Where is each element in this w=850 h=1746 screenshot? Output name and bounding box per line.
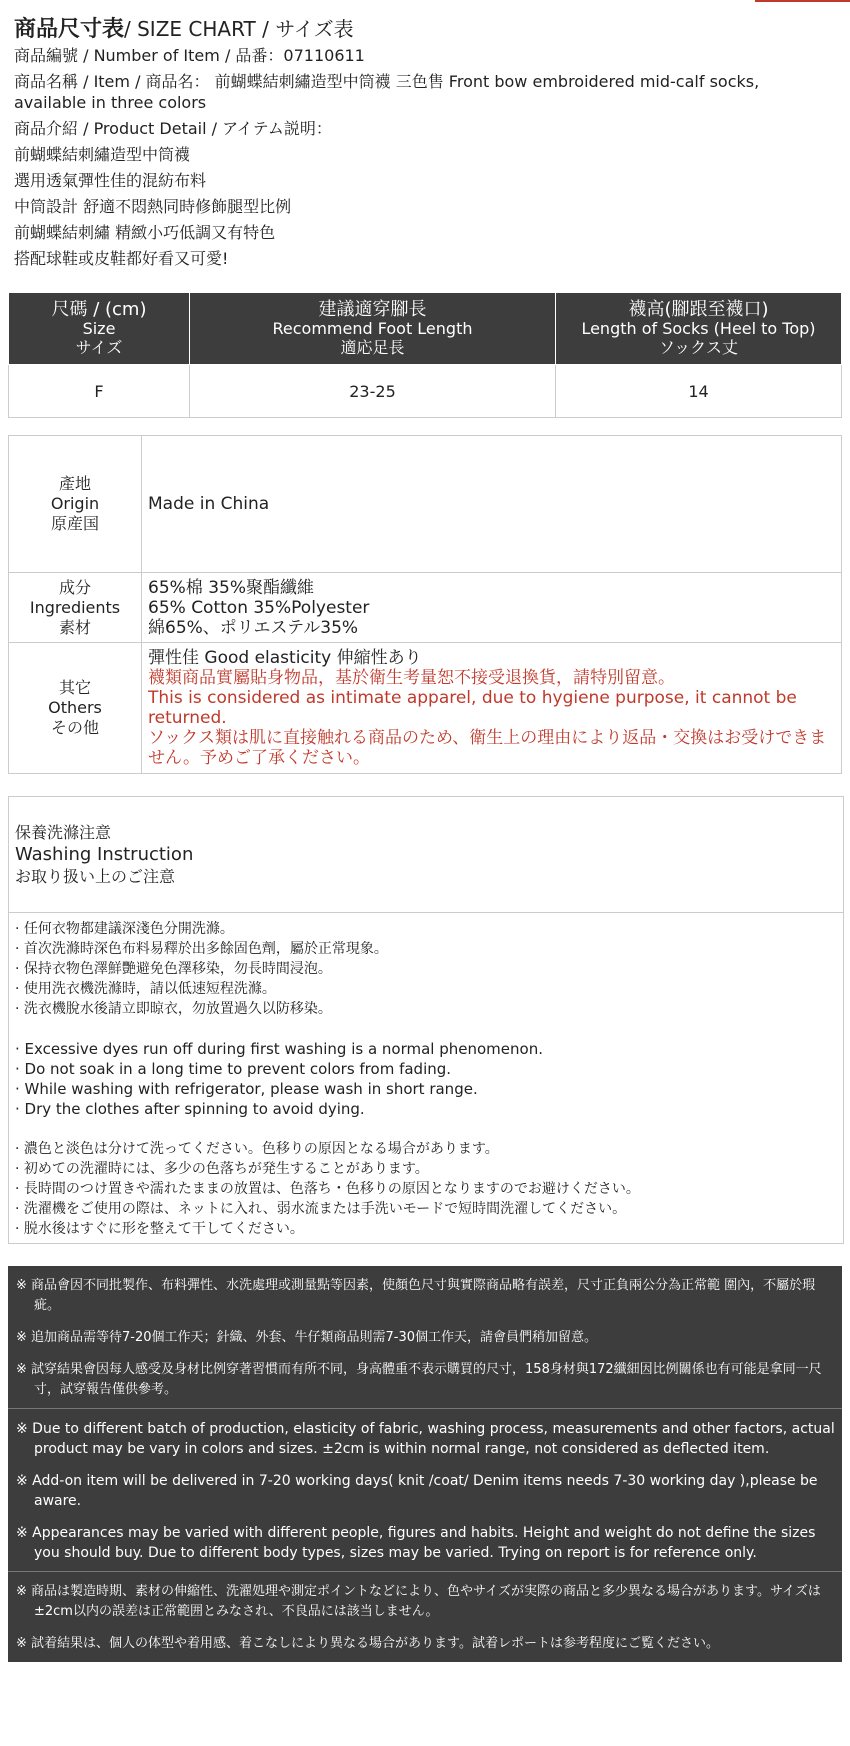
note-line: ※ 商品會因不同批製作、布料彈性、水洗處理或測量點等因素，使顏色尺寸與實際商品略有誤差，尺寸正負兩公分為正常範 圍內，不屬於瑕疵。: [16, 1278, 816, 1313]
note-line: ※ Add-on item will be delivered in 7-20 working days( knit /coat/ Denim items needs 7-30 working day ),please be aware.: [16, 1473, 818, 1509]
title-rest: / SIZE CHART / サイズ表: [124, 17, 354, 41]
origin-label: 產地 Origin 原産国: [9, 436, 142, 573]
others-label: 其它 Others その他: [9, 643, 142, 774]
washing-line: · 初めての洗濯時には、多少の色落ちが発生することがあります。: [15, 1161, 429, 1177]
others-row: [9, 643, 842, 774]
foot-length-cell: 23-25: [190, 365, 556, 418]
item-number: 商品編號 / Number of Item / 品番：07110611: [14, 46, 365, 65]
note-line: ※ 試着結果は、個人の体型や着用感、着こなしにより異なる場合があります。試着レポートは参考程度にご覧ください。: [16, 1636, 719, 1651]
origin-row: [9, 436, 842, 573]
washing-instructions: [8, 796, 844, 1244]
detail-label: 商品介紹 / Product Detail / アイテム説明：: [14, 119, 332, 138]
washing-line: · 長時間のつけ置きや濡れたままの放置は、色落ち・色移りの原因となりますのでお避けください。: [15, 1181, 640, 1197]
note-line: ※ 試穿結果會因每人感受及身材比例穿著習慣而有所不同，身高體重不表示購買的尺寸，158身材與172纖細因比例關係也有可能是拿同一尺寸，試穿報告僅供參考。: [16, 1362, 822, 1397]
material-table: [8, 435, 842, 774]
washing-line: · Do not soak in a long time to prevent colors from fading.: [15, 1060, 452, 1078]
detail-line: 選用透氣彈性佳的混紡布料: [14, 171, 207, 190]
washing-line: · 脱水後はすぐに形を整えて干してください。: [15, 1221, 304, 1237]
title-bold: 商品尺寸表: [14, 17, 125, 42]
washing-line: · 任何衣物都建議深淺色分開洗滌。: [15, 921, 234, 937]
note-line: ※ 商品は製造時期、素材の伸縮性、洗濯処理や測定ポイントなどにより、色やサイズが実際の商品と多少異なる場合があります。サイズは±2cm以内の誤差は正常範囲とみなされ、不良品には該当しません。: [16, 1584, 821, 1619]
note-line: ※ Due to different batch of production, elasticity of fabric, washing process, measurements and other factors, actual product may be vary in colors and sizes. ±2cm is within normal range, not considered as deflected item.: [16, 1421, 835, 1457]
washing-line: · Excessive dyes run off during first washing is a normal phenomenon.: [15, 1040, 543, 1058]
note-line: ※ Appearances may be varied with different people, figures and habits. Height and weight do not define the sizes you should buy. Due to different body types, sizes may be varied. Trying on report is for reference only.: [16, 1525, 816, 1561]
size-table-header: [9, 293, 842, 365]
notes-panel: [8, 1266, 842, 1662]
size-table: [8, 292, 842, 418]
washing-line: · 洗衣機脫水後請立即晾衣，勿放置過久以防移染。: [15, 1001, 332, 1017]
washing-line: · 濃色と淡色は分けて洗ってください。色移りの原因となる場合があります。: [15, 1141, 499, 1157]
return-policy-zh: 襪類商品實屬貼身物品，基於衛生考量恕不接受退換貨，請特別留意。: [148, 668, 675, 688]
foot-length-header: 建議適穿腳長 Recommend Foot Length 適応足長: [190, 293, 556, 365]
washing-line: · 首次洗滌時深色布料易釋於出多餘固色劑，屬於正常現象。: [15, 941, 388, 957]
notes-zh: [8, 1266, 842, 1409]
product-info: [14, 16, 834, 272]
return-policy-en: This is considered as intimate apparel, due to hygiene purpose, it cannot be returned.: [148, 688, 797, 728]
ingredients-row: [9, 573, 842, 643]
detail-line: 前蝴蝶結刺繡造型中筒襪: [14, 145, 191, 164]
washing-line: · 洗濯機をご使用の際は、ネットに入れ、弱水流または手洗いモードで短時間洗濯してください。: [15, 1201, 627, 1217]
return-policy-ja: ソックス類は肌に直接触れる商品のため、衛生上の理由により返品・交換はお受けできません。予めご了承ください。: [148, 728, 827, 768]
page-title: [14, 16, 834, 43]
detail-line: 中筒設計 舒適不悶熱同時修飾腿型比例: [14, 197, 292, 216]
washing-line: · While washing with refrigerator, please wash in short range.: [15, 1080, 478, 1098]
sock-length-cell: 14: [556, 365, 842, 418]
table-row: [9, 365, 842, 418]
washing-line: · 保持衣物色澤鮮艷避免色澤移染，勿長時間浸泡。: [15, 961, 332, 977]
notes-ja: [8, 1572, 842, 1662]
washing-body: [9, 913, 843, 1243]
size-header: 尺碼 / (cm) Size サイズ: [9, 293, 190, 365]
detail-line: 前蝴蝶結刺繡 精緻小巧低調又有特色: [14, 223, 276, 242]
item-name: 商品名稱 / Item / 商品名： 前蝴蝶結刺繡造型中筒襪 三色售 Front bow embroidered mid-calf socks, available in three colors: [14, 72, 760, 112]
washing-line: · 使用洗衣機洗滌時，請以低速短程洗滌。: [15, 981, 276, 997]
size-cell: F: [9, 365, 190, 418]
sock-length-header: 襪高(腳跟至襪口) Length of Socks (Heel to Top) ソックス丈: [556, 293, 842, 365]
origin-value: Made in China: [142, 436, 842, 573]
detail-line: 搭配球鞋或皮鞋都好看又可愛!: [14, 249, 229, 268]
top-accent-bar: [755, 0, 850, 2]
ingredients-label: 成分 Ingredients 素材: [9, 573, 142, 643]
notes-en: [8, 1409, 842, 1572]
note-line: ※ 追加商品需等待7-20個工作天；針織、外套、牛仔類商品則需7-30個工作天，請會員們稍加留意。: [16, 1330, 598, 1345]
ingredients-value: 65%棉 35%聚酯纖維 65% Cotton 35%Polyester 綿65%、ポリエステル35%: [142, 573, 842, 643]
washing-line: · Dry the clothes after spinning to avoid dying.: [15, 1100, 365, 1118]
washing-header: 保養洗滌注意 Washing Instruction お取り扱い上のご注意: [9, 797, 843, 913]
others-value: 彈性佳 Good elasticity 伸縮性あり 襪類商品實屬貼身物品，基於衛生考量恕不接受退換貨，請特別留意。 This is considered as intimate apparel, due to hygiene purpose, it cannot be returned. ソックス類は肌に直接触れる商品のため、衛生上の理由により返品・交換はお受けできません。予めご了承ください。: [142, 643, 842, 774]
